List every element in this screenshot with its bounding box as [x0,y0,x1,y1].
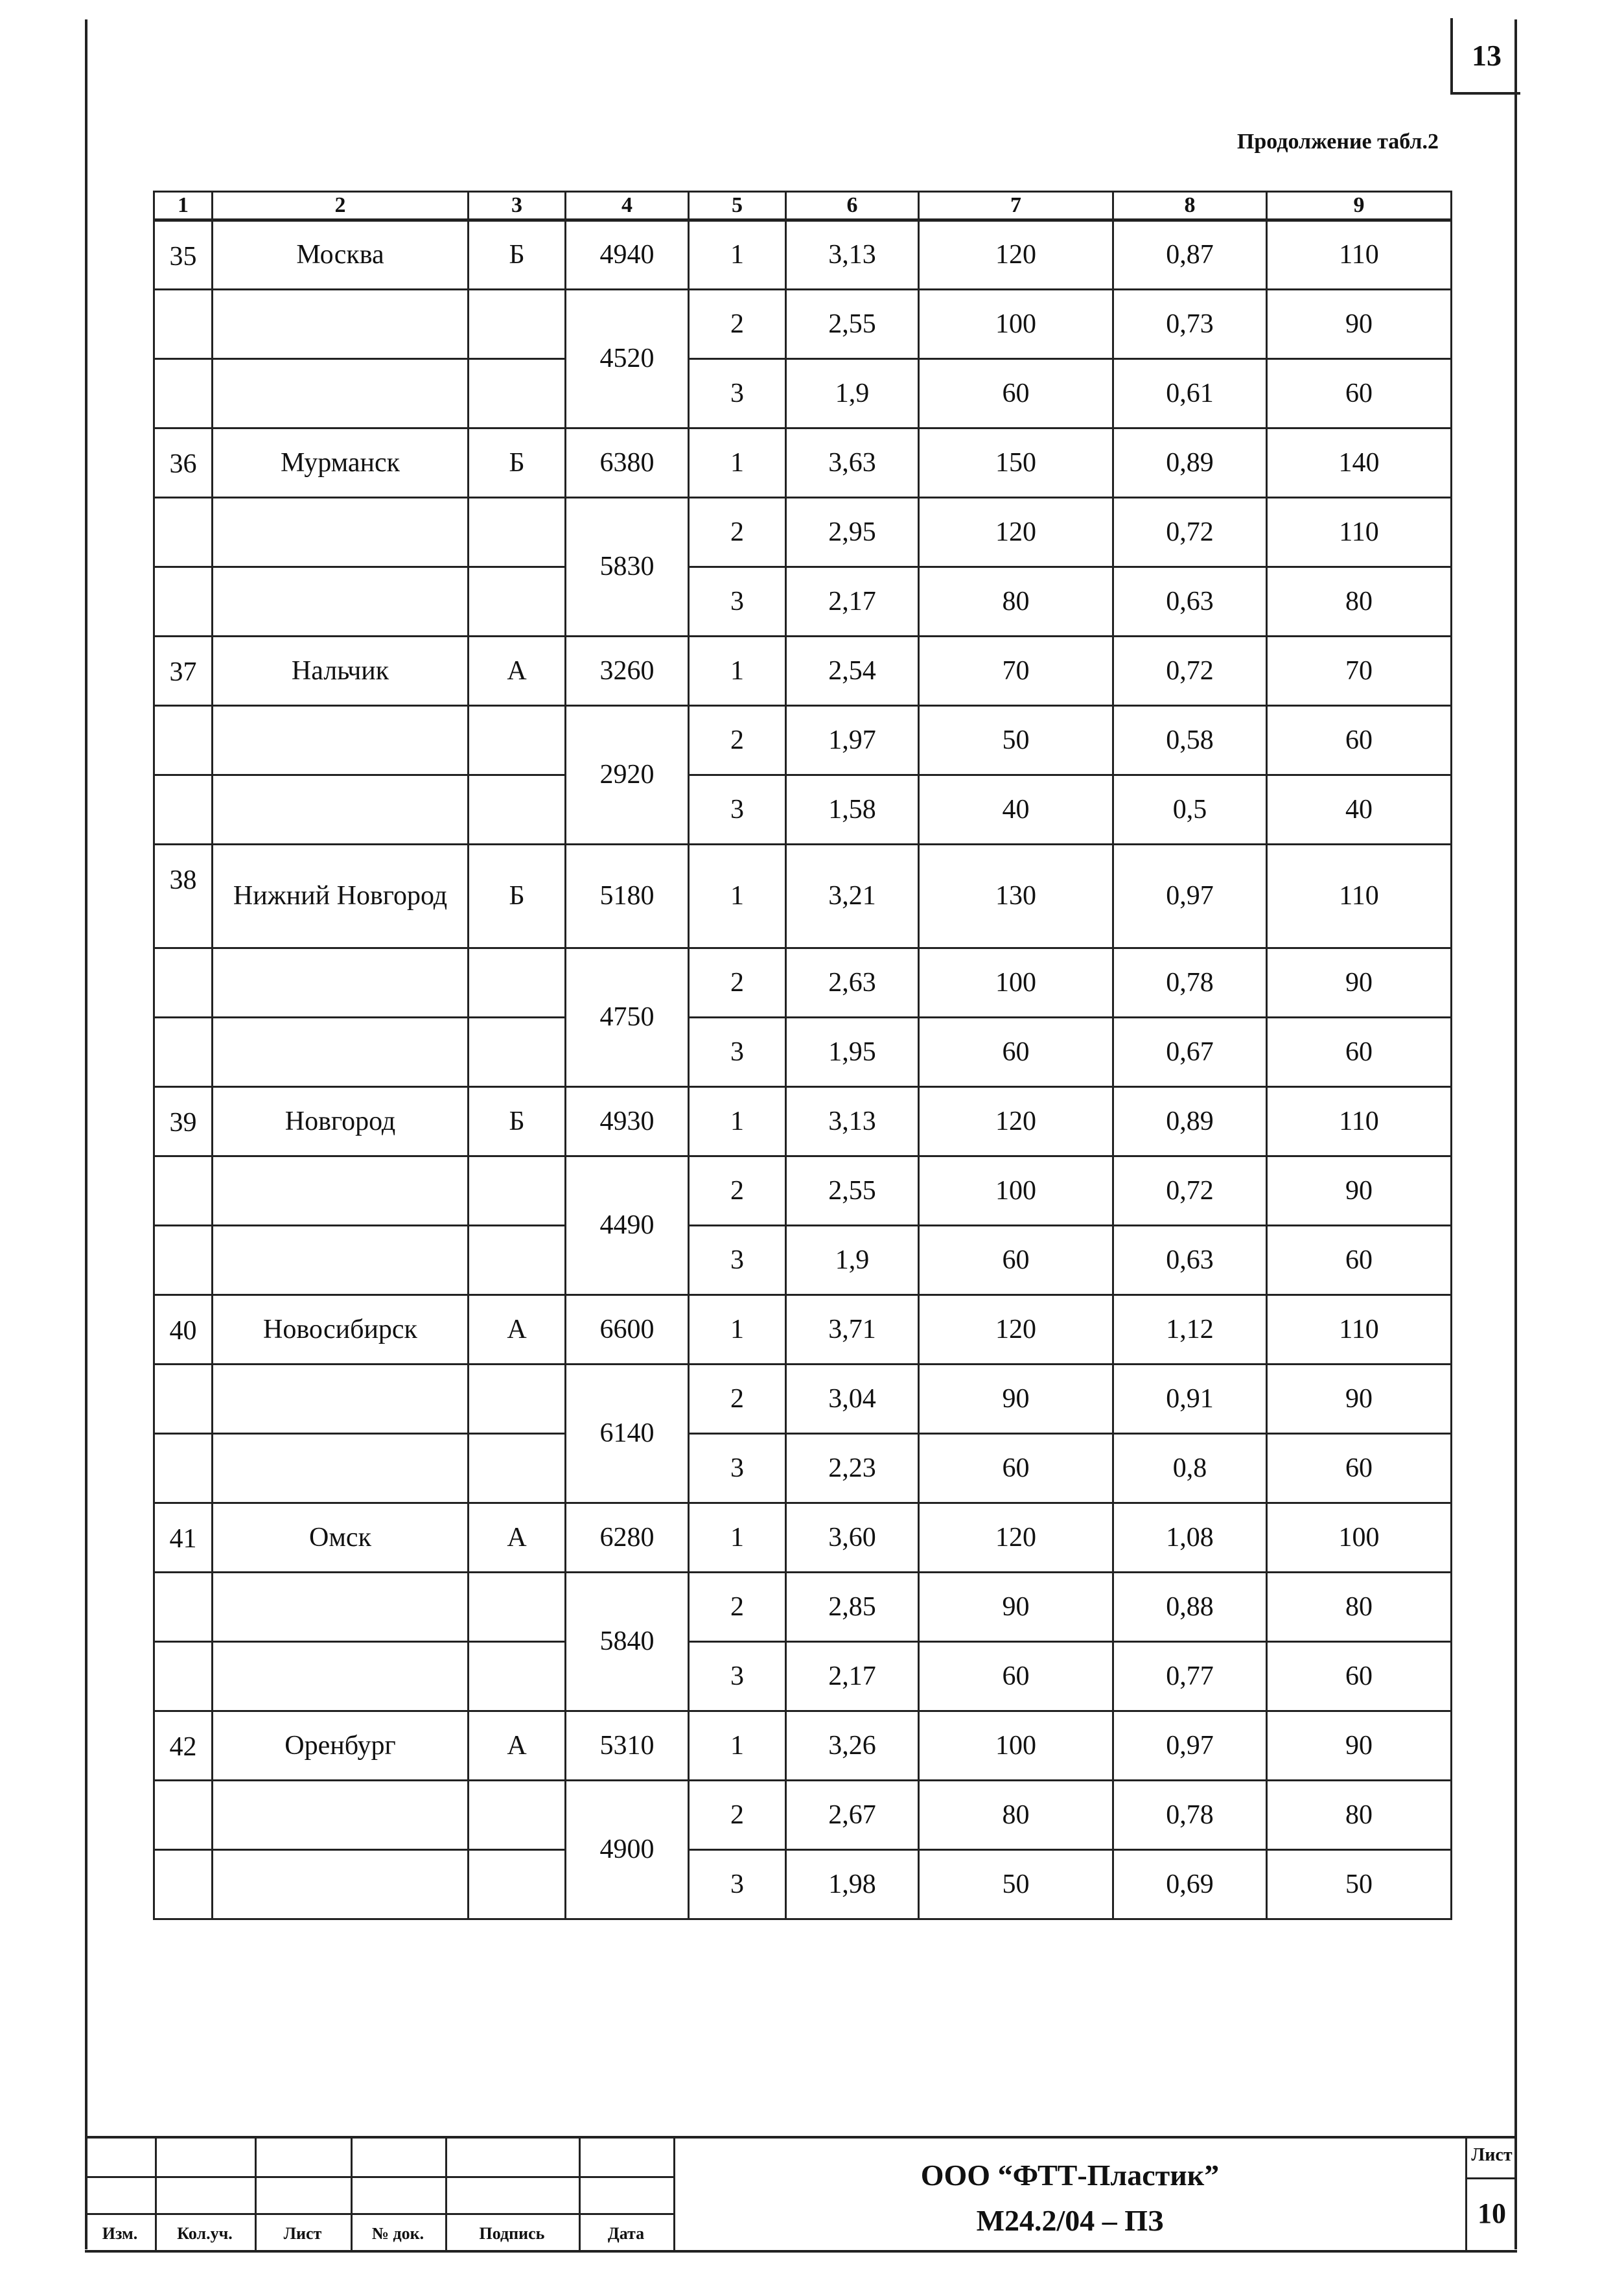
value-cell: 0,89 [1113,1087,1267,1156]
value-cell: 1,9 [786,1226,919,1295]
value-cell: 3,04 [786,1365,919,1434]
value-cell: 60 [1267,1434,1452,1503]
value-cell: 80 [1267,567,1452,637]
category-cell: Б [469,845,566,948]
empty-cell [213,775,469,845]
value-cell: 40 [919,775,1113,845]
row-number-cell: 36 [154,428,213,498]
empty-cell [154,1850,213,1919]
value-cell: 0,67 [1113,1018,1267,1087]
value-col4-cell: 5180 [566,845,689,948]
value-cell: 90 [1267,1711,1452,1781]
table-row [154,428,1452,498]
value-col4-cell: 5310 [566,1711,689,1781]
stamp-line [1467,2177,1517,2179]
table-row [154,1156,1452,1226]
table-row [154,1711,1452,1781]
value-cell: 120 [919,498,1113,567]
row-number-cell: 40 [154,1295,213,1365]
empty-cell [469,290,566,359]
value-col4-cell: 6280 [566,1503,689,1573]
value-cell: 3,21 [786,845,919,948]
frame-left-border [85,19,87,2249]
value-cell: 0,69 [1113,1850,1267,1919]
value-col4-cell: 6380 [566,428,689,498]
value-cell: 1 [689,1295,786,1365]
value-cell: 1 [689,220,786,290]
empty-cell [213,290,469,359]
header-cell: 5 [689,192,786,220]
value-cell: 0,72 [1113,498,1267,567]
empty-cell [213,359,469,428]
value-cell: 2 [689,1365,786,1434]
value-cell: 140 [1267,428,1452,498]
value-cell: 0,77 [1113,1642,1267,1711]
empty-cell [154,359,213,428]
header-row [154,192,1452,220]
value-cell: 150 [919,428,1113,498]
value-cell: 60 [919,1434,1113,1503]
empty-cell [154,1365,213,1434]
empty-cell [154,706,213,775]
empty-cell [213,1018,469,1087]
value-cell: 70 [1267,637,1452,706]
category-cell: А [469,637,566,706]
category-cell: А [469,1503,566,1573]
value-cell: 130 [919,845,1113,948]
value-cell: 1,58 [786,775,919,845]
value-cell: 3,71 [786,1295,919,1365]
empty-cell [213,498,469,567]
value-cell: 1,95 [786,1018,919,1087]
value-cell: 120 [919,1295,1113,1365]
value-cell: 0,5 [1113,775,1267,845]
table-row [154,1781,1452,1850]
empty-cell [469,1365,566,1434]
value-cell: 0,63 [1113,1226,1267,1295]
table-row [154,1434,1452,1503]
empty-cell [469,948,566,1018]
city-cell: Оренбург [213,1711,469,1781]
empty-cell [469,1434,566,1503]
value-cell: 0,73 [1113,290,1267,359]
value-cell: 0,91 [1113,1365,1267,1434]
value-cell: 60 [919,359,1113,428]
category-cell: Б [469,428,566,498]
value-cell: 1,9 [786,359,919,428]
value-col4-cell: 5830 [566,498,689,637]
value-cell: 0,58 [1113,706,1267,775]
value-cell: 100 [919,948,1113,1018]
header-cell: 1 [154,192,213,220]
empty-cell [213,1365,469,1434]
value-cell: 1 [689,1711,786,1781]
value-cell: 0,78 [1113,948,1267,1018]
empty-cell [154,498,213,567]
table-row [154,1018,1452,1087]
value-cell: 60 [919,1018,1113,1087]
value-cell: 2,55 [786,1156,919,1226]
table-row [154,567,1452,637]
value-cell: 0,63 [1113,567,1267,637]
value-cell: 3 [689,1434,786,1503]
empty-cell [154,1156,213,1226]
value-cell: 50 [919,1850,1113,1919]
empty-cell [469,1850,566,1919]
table-row [154,1087,1452,1156]
empty-cell [154,290,213,359]
document-code: М24.2/04 – ПЗ [976,2204,1164,2237]
stamp-label: Изм. [102,2224,138,2243]
empty-cell [154,567,213,637]
value-cell: 120 [919,1503,1113,1573]
empty-cell [154,1018,213,1087]
value-cell: 3 [689,775,786,845]
value-cell: 3,63 [786,428,919,498]
value-cell: 1 [689,637,786,706]
row-number-cell: 39 [154,1087,213,1156]
value-cell: 2,63 [786,948,919,1018]
table-row [154,498,1452,567]
header-cell: 3 [469,192,566,220]
value-cell: 80 [1267,1573,1452,1642]
organization-name: ООО “ФТТ-Пластик” [920,2159,1220,2192]
city-cell: Новгород [213,1087,469,1156]
header-cell: 6 [786,192,919,220]
value-cell: 70 [919,637,1113,706]
header-cell: 4 [566,192,689,220]
value-cell: 0,8 [1113,1434,1267,1503]
value-cell: 1,12 [1113,1295,1267,1365]
value-cell: 2,54 [786,637,919,706]
value-cell: 2,17 [786,1642,919,1711]
table-row [154,775,1452,845]
row-number-cell: 41 [154,1503,213,1573]
row-number-cell: 38 [154,845,213,948]
value-cell: 0,72 [1113,1156,1267,1226]
table-row [154,290,1452,359]
value-cell: 50 [1267,1850,1452,1919]
value-cell: 40 [1267,775,1452,845]
value-cell: 0,87 [1113,220,1267,290]
category-cell: А [469,1711,566,1781]
header-cell: 7 [919,192,1113,220]
value-cell: 110 [1267,220,1452,290]
value-cell: 3,26 [786,1711,919,1781]
city-cell: Мурманск [213,428,469,498]
value-cell: 3,13 [786,220,919,290]
value-col4-cell: 4930 [566,1087,689,1156]
value-cell: 50 [919,706,1113,775]
stamp-line [85,2176,675,2178]
table-row [154,1365,1452,1434]
title-block [85,2136,1517,2253]
empty-cell [213,1434,469,1503]
value-cell: 110 [1267,498,1452,567]
value-cell: 60 [919,1642,1113,1711]
stamp-label: № док. [371,2224,424,2243]
value-col4-cell: 5840 [566,1573,689,1711]
city-cell: Москва [213,220,469,290]
value-cell: 2 [689,706,786,775]
value-cell: 2 [689,1573,786,1642]
table-row [154,359,1452,428]
empty-cell [154,948,213,1018]
empty-cell [469,1573,566,1642]
value-cell: 2,17 [786,567,919,637]
value-cell: 100 [919,1711,1113,1781]
empty-cell [213,1850,469,1919]
stamp-line [85,2213,675,2215]
value-cell: 3 [689,1226,786,1295]
value-cell: 3 [689,1642,786,1711]
table-row [154,1295,1452,1365]
value-cell: 3 [689,567,786,637]
value-cell: 90 [1267,1365,1452,1434]
category-cell: Б [469,220,566,290]
empty-cell [469,1642,566,1711]
value-col4-cell: 6140 [566,1365,689,1503]
value-col4-cell: 6600 [566,1295,689,1365]
value-cell: 3 [689,359,786,428]
stamp-label: Кол.уч. [177,2224,233,2243]
empty-cell [213,1226,469,1295]
table-row [154,706,1452,775]
value-col4-cell: 4750 [566,948,689,1087]
empty-cell [213,1781,469,1850]
value-cell: 110 [1267,845,1452,948]
value-cell: 2 [689,1156,786,1226]
sheet-label: Лист [1471,2145,1513,2165]
value-cell: 0,72 [1113,637,1267,706]
city-cell: Нальчик [213,637,469,706]
empty-cell [469,775,566,845]
table-body [154,192,1452,1919]
value-cell: 2 [689,290,786,359]
empty-cell [154,775,213,845]
value-cell: 3 [689,1018,786,1087]
value-cell: 0,89 [1113,428,1267,498]
value-cell: 60 [1267,359,1452,428]
value-cell: 1,97 [786,706,919,775]
empty-cell [469,1226,566,1295]
value-col4-cell: 3260 [566,637,689,706]
table-row [154,637,1452,706]
value-cell: 2 [689,1781,786,1850]
value-cell: 90 [1267,948,1452,1018]
empty-cell [154,1781,213,1850]
value-cell: 2,67 [786,1781,919,1850]
value-cell: 60 [919,1226,1113,1295]
table-row [154,1642,1452,1711]
empty-cell [213,948,469,1018]
value-cell: 2 [689,498,786,567]
empty-cell [469,498,566,567]
value-cell: 90 [1267,290,1452,359]
table-row [154,220,1452,290]
value-cell: 60 [1267,706,1452,775]
value-cell: 80 [919,567,1113,637]
data-table [153,191,1452,1920]
value-cell: 0,78 [1113,1781,1267,1850]
empty-cell [213,1642,469,1711]
value-cell: 60 [1267,1642,1452,1711]
empty-cell [469,567,566,637]
value-cell: 90 [919,1573,1113,1642]
value-cell: 2 [689,948,786,1018]
table-row [154,1226,1452,1295]
stamp-label: Подпись [479,2224,545,2243]
value-col4-cell: 4490 [566,1156,689,1295]
empty-cell [154,1226,213,1295]
value-cell: 100 [1267,1503,1452,1573]
stamp-label: Дата [607,2224,645,2243]
value-cell: 0,97 [1113,845,1267,948]
empty-cell [469,706,566,775]
stamp-label: Лист [283,2224,322,2243]
value-cell: 90 [919,1365,1113,1434]
row-number-cell: 35 [154,220,213,290]
value-col4-cell: 2920 [566,706,689,845]
value-cell: 1,98 [786,1850,919,1919]
empty-cell [213,1573,469,1642]
value-cell: 0,88 [1113,1573,1267,1642]
city-cell: Новосибирск [213,1295,469,1365]
category-cell: А [469,1295,566,1365]
value-cell: 3 [689,1850,786,1919]
sheet-number: 10 [1478,2197,1506,2229]
empty-cell [469,1018,566,1087]
header-cell: 8 [1113,192,1267,220]
empty-cell [213,706,469,775]
value-cell: 60 [1267,1226,1452,1295]
empty-cell [154,1434,213,1503]
value-cell: 0,97 [1113,1711,1267,1781]
value-cell: 2,55 [786,290,919,359]
frame-right-border [1514,19,1517,2249]
empty-cell [469,359,566,428]
value-cell: 1 [689,1503,786,1573]
value-col4-cell: 4940 [566,220,689,290]
row-number-cell: 37 [154,637,213,706]
value-cell: 2,23 [786,1434,919,1503]
category-cell: Б [469,1087,566,1156]
table-row [154,1573,1452,1642]
continuation-note: Продолжение табл.2 [1236,130,1439,154]
value-cell: 3,13 [786,1087,919,1156]
value-cell: 100 [919,290,1113,359]
empty-cell [213,1156,469,1226]
value-cell: 0,61 [1113,359,1267,428]
city-cell: Нижний Новгород [213,845,469,948]
table-row [154,948,1452,1018]
value-cell: 60 [1267,1018,1452,1087]
value-cell: 100 [919,1156,1113,1226]
header-cell: 2 [213,192,469,220]
value-cell: 110 [1267,1087,1452,1156]
header-cell: 9 [1267,192,1452,220]
value-cell: 80 [919,1781,1113,1850]
empty-cell [213,567,469,637]
value-cell: 2,95 [786,498,919,567]
value-cell: 1 [689,428,786,498]
table-row [154,845,1452,948]
table-row [154,1503,1452,1573]
empty-cell [469,1156,566,1226]
value-cell: 120 [919,1087,1113,1156]
value-cell: 3,60 [786,1503,919,1573]
value-cell: 1 [689,845,786,948]
row-number-cell: 42 [154,1711,213,1781]
page-number: 13 [1450,18,1520,95]
empty-cell [154,1573,213,1642]
empty-cell [154,1642,213,1711]
table-row [154,1850,1452,1919]
value-cell: 80 [1267,1781,1452,1850]
city-cell: Омск [213,1503,469,1573]
value-cell: 1,08 [1113,1503,1267,1573]
value-cell: 110 [1267,1295,1452,1365]
empty-cell [469,1781,566,1850]
value-col4-cell: 4900 [566,1781,689,1919]
value-cell: 120 [919,220,1113,290]
value-cell: 90 [1267,1156,1452,1226]
value-col4-cell: 4520 [566,290,689,428]
value-cell: 1 [689,1087,786,1156]
value-cell: 2,85 [786,1573,919,1642]
